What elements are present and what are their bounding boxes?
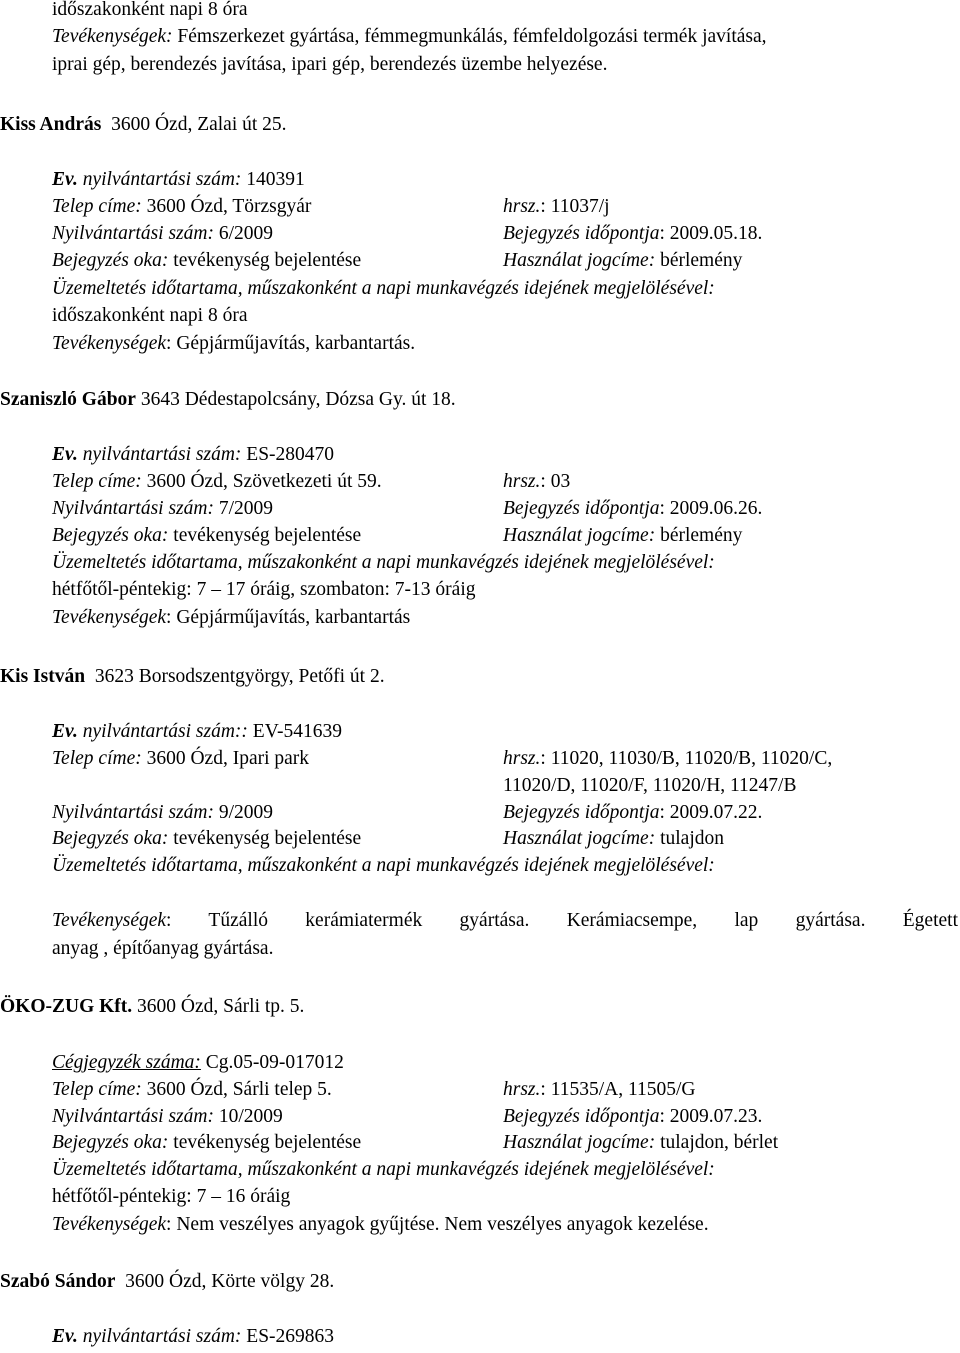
entry-name: Kis István — [0, 666, 86, 687]
registry-value: 9/2009 — [213, 802, 274, 823]
entry-address: 3600 Ózd, Körte völgy 28. — [115, 1271, 335, 1292]
lot-value: : 03 — [540, 471, 571, 492]
company-registry-value: Cg.05-09-017012 — [200, 1052, 344, 1073]
entry-reason-value: tevékenység bejelentése — [168, 828, 362, 849]
ev-label-rest: nyilvántartási szám: — [77, 169, 242, 190]
usage-right-label: Használat jogcíme: — [503, 828, 656, 849]
registry-line — [52, 1103, 283, 1130]
lot-label: hrsz. — [503, 196, 541, 217]
site-label: Telep címe: — [52, 196, 142, 217]
entry-address: 3643 Dédestapolcsány, Dózsa Gy. út 18. — [135, 389, 456, 410]
operation-time-label: Üzemeltetés időtartama, műszakonként a napi munkavégzés idejének megjelölésével: — [52, 278, 715, 299]
lot-value: : 11020, 11030/B, 11020/B, 11020/C, — [540, 748, 833, 769]
site-address-line — [52, 468, 382, 495]
registry-value: 6/2009 — [213, 223, 274, 244]
entry-date-value: : 2009.05.18. — [659, 223, 763, 244]
activities-line — [52, 23, 767, 50]
ev-label: Ev. — [52, 1326, 78, 1347]
operation-time-label: Üzemeltetés időtartama, műszakonként a napi munkavégzés idejének megjelölésével: — [52, 552, 715, 573]
site-address-line — [52, 193, 311, 220]
registry-value: 7/2009 — [213, 498, 274, 519]
entry-reason-line — [52, 522, 361, 549]
ev-label-rest: nyilvántartási szám: — [77, 1326, 242, 1347]
site-label: Telep címe: — [52, 471, 142, 492]
registry-line — [52, 799, 273, 826]
ev-value: 140391 — [241, 169, 305, 190]
ev-label-rest: nyilvántartási szám: — [77, 444, 242, 465]
activities-label: Tevékenységek — [52, 333, 167, 354]
site-label: Telep címe: — [52, 1079, 142, 1100]
ev-label: Ev. — [52, 444, 78, 465]
lot-number-line — [503, 468, 570, 495]
activities-label: Tevékenységek: — [52, 26, 173, 47]
entry-date-label: Bejegyzés időpontja — [503, 1106, 660, 1127]
site-value: 3600 Ózd, Sárli telep 5. — [141, 1079, 332, 1100]
entry-header — [0, 111, 287, 138]
entry-header — [0, 993, 304, 1020]
entry-date-value: : 2009.06.26. — [659, 498, 763, 519]
ev-label: Ev. — [52, 721, 78, 742]
entry-reason-line — [52, 1129, 361, 1156]
usage-right-value: bérlemény — [655, 525, 743, 546]
site-label: Telep címe: — [52, 748, 142, 769]
activities-label: Tevékenységek — [52, 910, 167, 931]
ev-value: ES-280470 — [241, 444, 335, 465]
registry-label: Nyilvántartási szám: — [52, 223, 214, 244]
company-registry-label: Cégjegyzék száma: — [52, 1052, 201, 1073]
usage-right-value: bérlemény — [655, 250, 743, 271]
entry-reason-value: tevékenység bejelentése — [168, 250, 362, 271]
lot-value: : 11037/j — [540, 196, 610, 217]
activities-value: Fémszerkezet gyártása, fémmegmunkálás, fémfeldolgozási termék javítása, — [172, 26, 767, 47]
operation-time-label: Üzemeltetés időtartama, műszakonként a napi munkavégzés idejének megjelölésével: — [52, 1159, 715, 1180]
ev-label-rest: nyilvántartási szám:: — [77, 721, 248, 742]
entry-reason-label: Bejegyzés oka: — [52, 525, 169, 546]
entry-date-line — [503, 1103, 762, 1130]
usage-right-label: Használat jogcíme: — [503, 525, 656, 546]
ev-value: ES-269863 — [241, 1326, 335, 1347]
entry-address: 3623 Borsodszentgyörgy, Petőfi út 2. — [85, 666, 385, 687]
entry-reason-label: Bejegyzés oka: — [52, 828, 169, 849]
entry-reason-value: tevékenység bejelentése — [168, 1132, 362, 1153]
entry-reason-value: tevékenység bejelentése — [168, 525, 362, 546]
entry-date-line — [503, 220, 762, 247]
activities-line-continued: iprai gép, berendezés javítása, ipari gép, berendezés üzembe helyezése. — [52, 54, 608, 75]
ev-label: Ev. — [52, 169, 78, 190]
entry-date-line — [503, 799, 762, 826]
entry-name: Szaniszló Gábor — [0, 389, 136, 410]
entry-date-label: Bejegyzés időpontja — [503, 223, 660, 244]
registry-label: Nyilvántartási szám: — [52, 498, 214, 519]
entry-header — [0, 1268, 334, 1295]
activities-line-continued: anyag , építőanyag gyártása. — [52, 938, 274, 959]
ev-value: EV-541639 — [247, 721, 342, 742]
site-value: 3600 Ózd, Ipari park — [141, 748, 310, 769]
activities-line — [52, 330, 415, 357]
registry-label: Nyilvántartási szám: — [52, 1106, 214, 1127]
entry-reason-line — [52, 247, 361, 274]
ev-number-line — [52, 718, 342, 745]
activities-value: : Gépjárműjavítás, karbantartás. — [166, 333, 416, 354]
entry-address: 3600 Ózd, Zalai út 25. — [101, 114, 287, 135]
entry-reason-label: Bejegyzés oka: — [52, 1132, 169, 1153]
lot-number-line — [503, 1076, 696, 1103]
entry-date-value: : 2009.07.23. — [659, 1106, 763, 1127]
entry-date-label: Bejegyzés időpontja — [503, 498, 660, 519]
entry-date-line — [503, 495, 762, 522]
entry-address: 3600 Ózd, Sárli tp. 5. — [132, 996, 305, 1017]
usage-right-line — [503, 1129, 778, 1156]
lot-label: hrsz. — [503, 748, 541, 769]
entry-header — [0, 663, 385, 690]
entry-date-value: : 2009.07.22. — [659, 802, 763, 823]
usage-right-label: Használat jogcíme: — [503, 250, 656, 271]
usage-right-label: Használat jogcíme: — [503, 1132, 656, 1153]
activities-line — [52, 907, 958, 934]
lot-number-line — [503, 745, 832, 772]
registry-label: Nyilvántartási szám: — [52, 802, 214, 823]
operation-time-value: időszakonként napi 8 óra — [52, 305, 248, 326]
company-registry-line — [52, 1049, 344, 1076]
ev-number-line — [52, 166, 305, 193]
registry-line — [52, 495, 273, 522]
usage-right-line — [503, 522, 742, 549]
lot-label: hrsz. — [503, 471, 541, 492]
activities-value: : Nem veszélyes anyagok gyűjtése. Nem veszélyes anyagok kezelése. — [166, 1214, 709, 1235]
site-value: 3600 Ózd, Törzsgyár — [141, 196, 312, 217]
registry-line — [52, 220, 273, 247]
operation-time-label: Üzemeltetés időtartama, műszakonként a napi munkavégzés idejének megjelölésével: — [52, 855, 715, 876]
ev-number-line — [52, 1323, 334, 1350]
entry-header — [0, 386, 456, 413]
activities-value: : Tűzálló kerámiatermék gyártása. Kerámiacsempe, lap gyártása. Égetett — [166, 910, 958, 931]
entry-name: ÖKO-ZUG Kft. — [0, 996, 133, 1017]
activities-value: : Gépjárműjavítás, karbantartás — [166, 607, 411, 628]
usage-right-line — [503, 825, 724, 852]
usage-right-value: tulajdon — [655, 828, 724, 849]
lot-value: : 11535/A, 11505/G — [540, 1079, 696, 1100]
lot-number-line-continued: 11020/D, 11020/F, 11020/H, 11247/B — [503, 775, 797, 796]
entry-name: Kiss András — [0, 114, 102, 135]
site-value: 3600 Ózd, Szövetkezeti út 59. — [141, 471, 382, 492]
ev-number-line — [52, 441, 334, 468]
activities-label: Tevékenységek — [52, 607, 167, 628]
entry-date-label: Bejegyzés időpontja — [503, 802, 660, 823]
lot-label: hrsz. — [503, 1079, 541, 1100]
activities-line — [52, 604, 410, 631]
site-address-line — [52, 745, 309, 772]
usage-right-line — [503, 247, 742, 274]
registry-value: 10/2009 — [213, 1106, 283, 1127]
operation-time-value: hétfőtől-péntekig: 7 – 16 óráig — [52, 1186, 291, 1207]
activities-line — [52, 1211, 709, 1238]
schedule-value: időszakonként napi 8 óra — [52, 0, 248, 20]
lot-number-line — [503, 193, 610, 220]
entry-reason-label: Bejegyzés oka: — [52, 250, 169, 271]
entry-reason-line — [52, 825, 361, 852]
activities-label: Tevékenységek — [52, 1214, 167, 1235]
site-address-line — [52, 1076, 332, 1103]
usage-right-value: tulajdon, bérlet — [655, 1132, 779, 1153]
entry-name: Szabó Sándor — [0, 1271, 116, 1292]
operation-time-value: hétfőtől-péntekig: 7 – 17 óráig, szombaton: 7-13 óráig — [52, 579, 476, 600]
